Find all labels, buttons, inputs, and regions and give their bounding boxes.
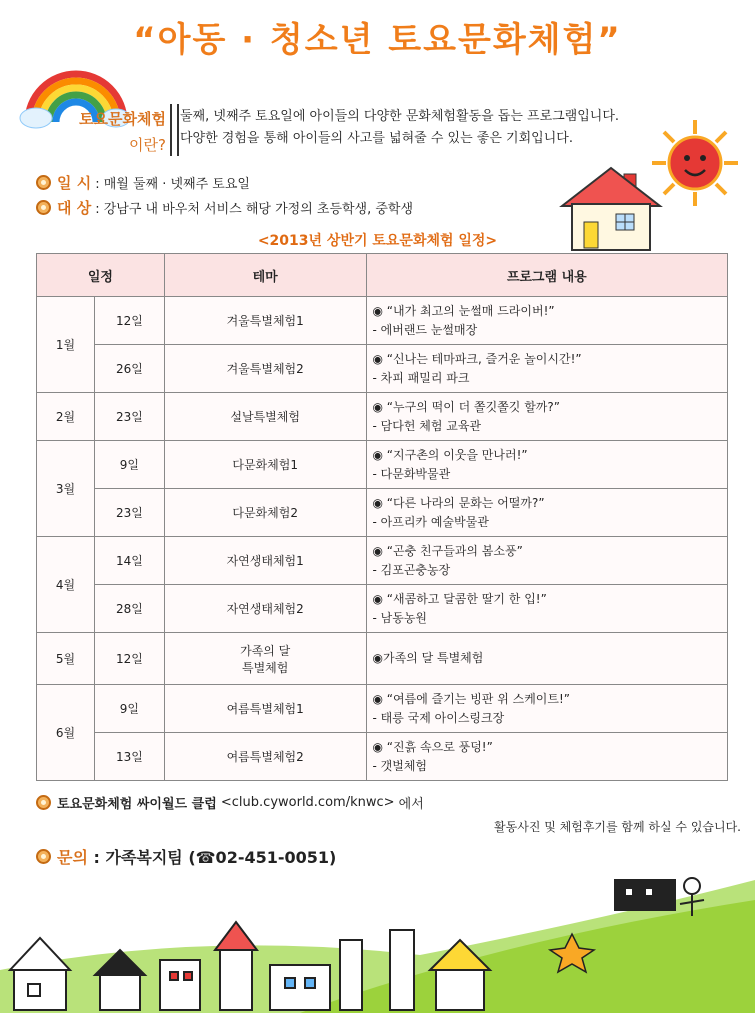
table-row <box>37 585 728 633</box>
table-row <box>37 633 728 685</box>
month-cell: 6월 <box>37 685 95 781</box>
theme-line-2: 특별체험 <box>241 660 289 675</box>
month-cell: 1월 <box>37 297 95 393</box>
table-row <box>37 441 728 489</box>
club-label: 토요문화체험 싸이월드 클럽 <box>57 797 217 812</box>
program-cell <box>366 297 727 345</box>
header-program: 프로그램 내용 <box>366 254 727 297</box>
info-date-row <box>36 172 250 193</box>
program-cell <box>366 685 727 733</box>
intro-divider <box>170 104 179 156</box>
month-cell: 3월 <box>37 441 95 537</box>
theme-cell: 여름특별체험2 <box>164 733 366 781</box>
smiley-bullet-icon <box>36 795 51 810</box>
intro-line-2: 다양한 경험을 통해 아이들의 사고를 넓혀줄 수 있는 좋은 기회입니다. <box>180 131 573 146</box>
club-info-line2: 활동사진 및 체험후기를 함께 하실 수 있습니다. <box>494 820 741 834</box>
day-cell: 28일 <box>94 585 164 633</box>
day-cell: 23일 <box>94 393 164 441</box>
program-title: ◉ “진흙 속으로 풍덩!” <box>372 739 493 754</box>
program-title: ◉ “누구의 떡이 더 쫄깃쫄깃 할까?” <box>372 399 560 414</box>
day-cell: 9일 <box>94 685 164 733</box>
program-cell <box>366 441 727 489</box>
club-info <box>36 793 424 812</box>
program-title: ◉ “내가 최고의 눈썰매 드라이버!” <box>372 303 555 318</box>
program-title: ◉ “다른 나라의 문화는 어떨까?” <box>372 495 545 510</box>
program-place: - 태릉 국제 아이스링크장 <box>372 710 505 725</box>
info-target-key: 대 상 <box>57 199 92 217</box>
theme-cell: 겨울특별체험2 <box>164 345 366 393</box>
month-cell: 2월 <box>37 393 95 441</box>
table-row <box>37 733 728 781</box>
intro-line-1: 둘째, 넷째주 토요일에 아이들의 다양한 문화체험활동을 돕는 프로그램입니다. <box>180 109 620 124</box>
program-cell <box>366 393 727 441</box>
month-cell: 5월 <box>37 633 95 685</box>
contact-value: : 가족복지팀 (☎02-451-0051) <box>93 848 337 867</box>
schedule-table <box>36 253 728 781</box>
info-date-key: 일 시 <box>57 174 92 192</box>
day-cell: 13일 <box>94 733 164 781</box>
program-title: ◉ “곤충 친구들과의 봄소풍” <box>372 543 523 558</box>
day-cell: 12일 <box>94 297 164 345</box>
table-row <box>37 685 728 733</box>
theme-cell: 자연생태체험2 <box>164 585 366 633</box>
table-row <box>37 537 728 585</box>
day-cell: 14일 <box>94 537 164 585</box>
table-row <box>37 297 728 345</box>
theme-cell: 다문화체험2 <box>164 489 366 537</box>
contact-label: 문의 <box>57 848 88 867</box>
program-cell <box>366 537 727 585</box>
smiley-bullet-icon <box>36 175 51 190</box>
program-place: - 담다헌 체험 교육관 <box>372 418 482 433</box>
theme-cell <box>164 633 366 685</box>
program-cell <box>366 733 727 781</box>
program-cell <box>366 633 727 685</box>
program-title: ◉ “새콤하고 달콤한 딸기 한 입!” <box>372 591 547 606</box>
program-title: ◉가족의 달 특별체험 <box>372 651 484 665</box>
header-theme: 테마 <box>164 254 366 297</box>
info-target-value: : 강남구 내 바우처 서비스 해당 가정의 초등학생, 중학생 <box>95 202 414 217</box>
program-title: ◉ “신나는 테마파크, 즐거운 놀이시간!” <box>372 351 582 366</box>
intro-label-title: 토요문화체험 <box>79 110 166 128</box>
day-cell: 26일 <box>94 345 164 393</box>
intro-label-sub: 이란? <box>129 136 166 154</box>
day-cell: 23일 <box>94 489 164 537</box>
smiley-bullet-icon <box>36 200 51 215</box>
table-header-row <box>37 254 728 297</box>
program-place: - 차피 패밀리 파크 <box>372 370 470 385</box>
theme-cell: 여름특별체험1 <box>164 685 366 733</box>
program-place: - 김포곤충농장 <box>372 562 451 577</box>
info-date-value: : 매월 둘째 · 넷째주 토요일 <box>95 177 250 192</box>
table-row <box>37 393 728 441</box>
town-illustration <box>0 860 755 1013</box>
theme-line-1: 가족의 달 <box>240 643 291 658</box>
program-title: ◉ “여름에 즐기는 빙판 위 스케이트!” <box>372 691 570 706</box>
poster-title: “아동 · 청소년 토요문화체험” <box>133 20 622 60</box>
program-place: - 갯벌체험 <box>372 758 428 773</box>
table-row <box>37 345 728 393</box>
info-target-row <box>36 197 413 218</box>
day-cell: 12일 <box>94 633 164 685</box>
program-place: - 남동농원 <box>372 610 428 625</box>
theme-cell: 자연생태체험1 <box>164 537 366 585</box>
program-place: - 다문화박물관 <box>372 466 451 481</box>
club-url-link[interactable]: <club.cyworld.com/knwc> <box>220 795 395 810</box>
intro-label <box>50 106 166 158</box>
program-cell <box>366 345 727 393</box>
month-cell: 4월 <box>37 537 95 633</box>
day-cell: 9일 <box>94 441 164 489</box>
theme-cell: 겨울특별체험1 <box>164 297 366 345</box>
program-title: ◉ “지구촌의 이웃을 만나러!” <box>372 447 528 462</box>
program-cell <box>366 585 727 633</box>
intro-text <box>180 106 619 150</box>
program-place: - 아프리카 예술박물관 <box>372 514 489 529</box>
schedule-title: <2013년 상반기 토요문화체험 일정> <box>257 233 498 249</box>
program-place: - 에버랜드 눈썰매장 <box>372 322 478 337</box>
theme-cell: 다문화체험1 <box>164 441 366 489</box>
program-cell <box>366 489 727 537</box>
header-schedule: 일정 <box>37 254 165 297</box>
theme-cell: 설날특별체험 <box>164 393 366 441</box>
table-row <box>37 489 728 537</box>
club-suffix: 에서 <box>398 797 424 812</box>
